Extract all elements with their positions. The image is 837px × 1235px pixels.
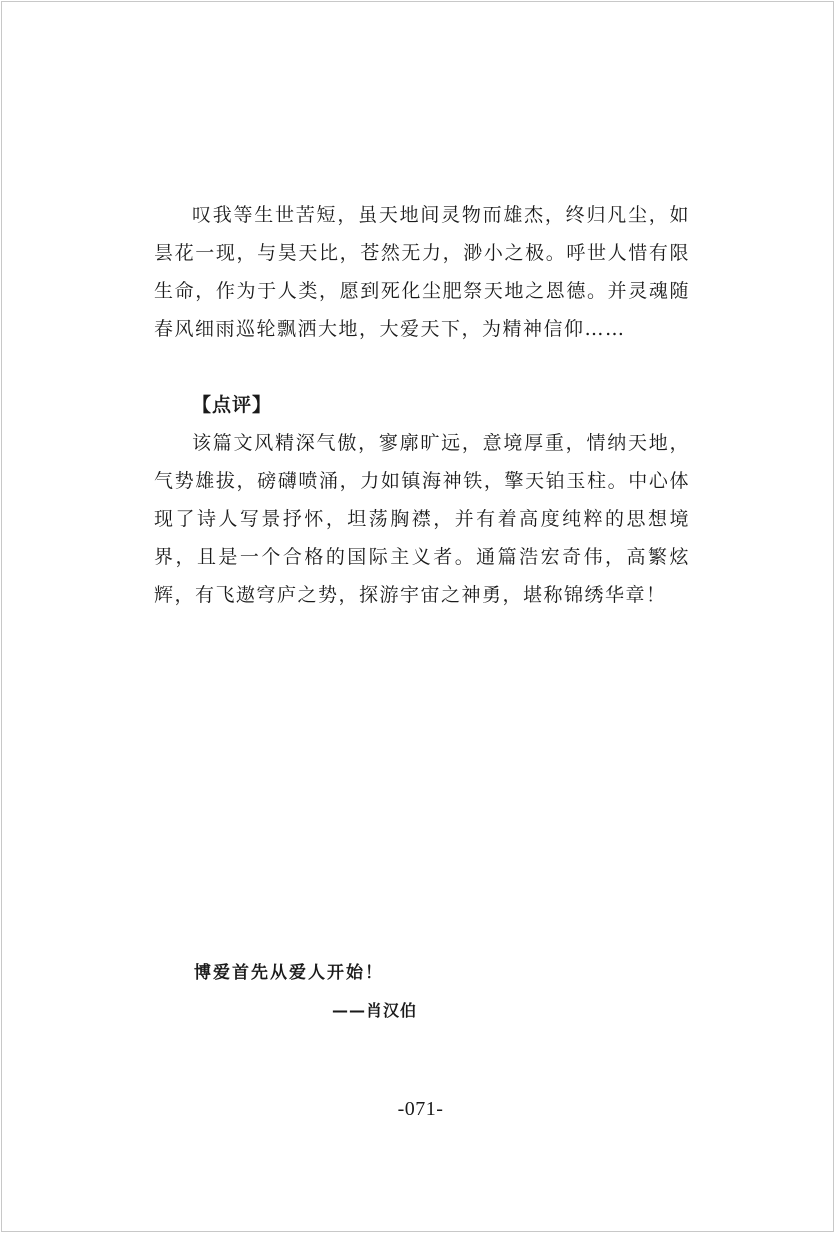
review-heading: 【点评】	[192, 394, 273, 416]
body-paragraph-1: 叹我等生世苦短，虽天地间灵物而雄杰，终归凡尘，如昙花一现，与昊天比，苍然无力，渺小之极。呼世人惜有限生命，作为于人类，愿到死化尘肥祭天地之恩德。并灵魂随春风细雨巡轮飘洒大地，大爱天下，为精神信仰……	[154, 204, 690, 340]
motto-author: ——肖汉伯	[332, 1001, 418, 1020]
page	[1, 1, 834, 1232]
motto-text: 博爱首先从爱人开始！	[194, 963, 384, 983]
page-number: -071-	[397, 1098, 444, 1120]
body-paragraph-2: 该篇文风精深气傲，寥廓旷远，意境厚重，情纳天地，气势雄拔，磅礴喷涌，力如镇海神铁，擎天铂玉柱。中心体现了诗人写景抒怀，坦荡胸襟，并有着高度纯粹的思想境界，且是一个合格的国际主义者。通篇浩宏奇伟，高繁炫辉，有飞遨穹庐之势，探游宇宙之神勇，堪称锦绣华章！	[154, 432, 690, 606]
